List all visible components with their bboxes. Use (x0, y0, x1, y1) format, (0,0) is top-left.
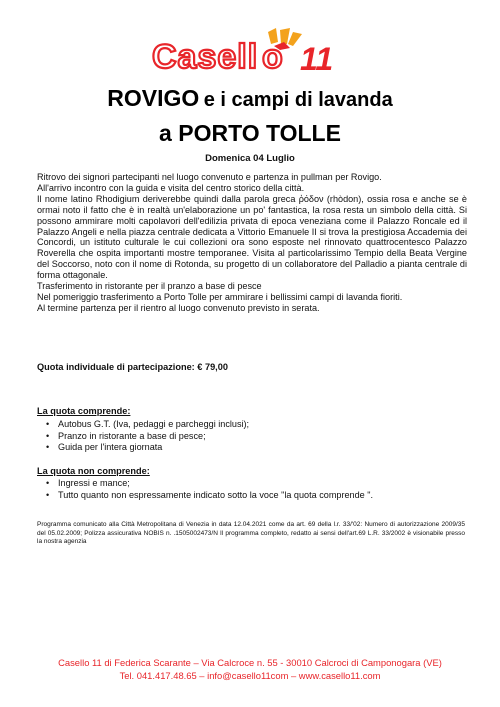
list-item: • Guida per l'intera giornata (40, 442, 249, 454)
not-included-heading: La quota non comprende: (37, 466, 150, 476)
title-city: ROVIGO (107, 85, 200, 111)
footer-address: Casello 11 di Federica Scarante – Via Calcroce n. 55 - 30010 Calcroci di Camponogara (VE) (58, 657, 442, 668)
title-rest: e i campi di lavanda (203, 89, 393, 111)
list-item: • Tutto quanto non espressamente indicato sotto la voce "la quota comprende ". (40, 490, 373, 502)
itinerary-paragraph: Nel pomeriggio trasferimento a Porto Tolle per ammirare i bellissimi campi di lavanda fioriti. (37, 291, 403, 302)
itinerary-paragraph: Al termine partenza per il rientro al luogo convenuto previsto in serata. (37, 302, 320, 313)
legal-note: Programma comunicato alla Città Metropolitana di Venezia in data 12.04.2021 come da art. 69 della l.r. 33/'02: Numero di autorizzazione 2009/35 del 05.02.2009; Polizza assicurativa NOBIS n. .1505002473/N Il programma completo, redatto ai sensi dell'art.69 L.R. 33/2002 è visionabile presso la nostra agenzia (37, 521, 465, 546)
casello11-logo (150, 28, 350, 74)
event-date: Domenica 04 Luglio (205, 153, 295, 164)
logo-text-b: o (262, 38, 283, 74)
page-title-line1 (0, 85, 500, 112)
itinerary-paragraph: Trasferimento in ristorante per il pranzo a base di pesce (37, 281, 262, 292)
list-item: • Ingressi e mance; (40, 478, 373, 490)
itinerary-paragraph: Il nome latino Rhodigium deriverebbe quindi dalla parola greca ῥόδον (rhòdon), ossia rosa e anche se è ormai noto il fatto che è in realtà un'elaborazione un po' fantastica, la rosa resta un simbolo della città. Si possono ammirare molti capolavori dell'edilizia privata di epoca veneziana come il Palazzo Roncale ed il Palazzo Angeli e nella piazza centrale dedicata a Vittorio Emanuele II si trova la prestigiosa Accademia dei Concordi, un istituto culturale le cui collezioni ora sono esposte nel rinnovato quattrocentesco Palazzo Roverella che ospita importanti mostre temporanee. Visita al particolarissimo Tempio della Beata Vergine del Soccorso, noto con il nome di Rotonda, su progetto di un collaboratore del Palladio a pianta centrale di forma ottagonale. (37, 193, 467, 281)
price-line: Quota individuale di partecipazione: € 79,00 (37, 362, 228, 372)
itinerary-paragraph: All'arrivo incontro con la guida e visita del centro storico della città. (37, 182, 305, 193)
not-included-list (40, 478, 373, 501)
list-item: • Autobus G.T. (Iva, pedaggi e parcheggi inclusi); (40, 419, 249, 431)
logo-text-a: Casell (152, 38, 259, 74)
logo-text-c: 11 (300, 41, 334, 74)
itinerary-paragraph: Ritrovo dei signori partecipanti nel luogo convenuto e partenza in pullman per Rovigo. (37, 172, 382, 182)
itinerary-text (37, 172, 467, 314)
list-item: • Pranzo in ristorante a base di pesce; (40, 431, 249, 443)
included-heading: La quota comprende: (37, 406, 131, 416)
page-title-line2: a PORTO TOLLE (159, 120, 341, 146)
footer-contacts: Tel. 041.417.48.65 – info@casello11com – www.casello11.com (119, 670, 381, 681)
included-list (40, 419, 249, 454)
